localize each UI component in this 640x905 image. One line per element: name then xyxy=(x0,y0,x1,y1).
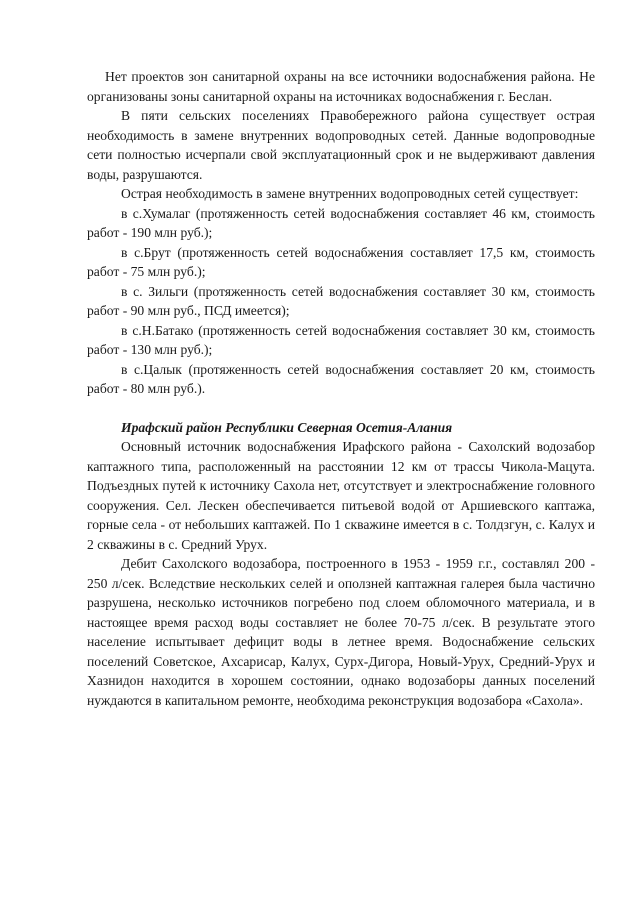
section-heading: Ирафский район Республики Северная Осетия-Алания xyxy=(121,419,453,435)
list-item-tsalyk: в с.Цалык (протяженность сетей водоснабжения составляет 20 км, стоимость работ - 80 млн руб.). xyxy=(87,361,595,396)
paragraph-sanitary-zones: Нет проектов зон санитарной охраны на все источники водоснабжения района. Не организованы зоны санитарной охраны на источниках водоснабжения г. Беслан. xyxy=(87,69,595,104)
paragraph-pravoberezhny-need: В пяти сельских поселениях Правобережного района существует острая необходимость в замене внутренних водопроводных сетей. Данные водопроводные сети полностью исчерпали свой эксплуатационный срок и не выдерживают давления воды, разрушаются. xyxy=(87,108,595,182)
list-item-zilgi: в с. Зильги (протяженность сетей водоснабжения составляет 30 км, стоимость работ - 90 млн руб., ПСД имеется); xyxy=(87,283,595,318)
list-item-khumalag: в с.Хумалаг (протяженность сетей водоснабжения составляет 46 км, стоимость работ - 190 млн руб.); xyxy=(87,205,595,240)
paragraph-debit: Дебит Сахолского водозабора, построенного в 1953 - 1959 г.г., составлял 200 - 250 л/сек. Вследствие нескольких селей и оползней каптажная галерея была частично разрушена, несколько источников погребено под слоем обломочного материала, и в настоящее время расход воды составляет не более 70-75 л/сек. В результате этого население испытывает дефицит воды в летнее время. Водоснабжение сельских поселений Советское, Ахсарисар, Калух, Сурх-Дигора, Новый-Урух, Средний-Урух и Хазнидон находится в хорошем состоянии, однако водозаборы данных поселений нуждаются в капитальном ремонте, необходима реконструкция водозабора «Сахола». xyxy=(87,556,595,708)
document-body xyxy=(87,67,595,710)
list-item-n-batako: в с.Н.Батако (протяженность сетей водоснабжения составляет 30 км, стоимость работ - 130 млн руб.); xyxy=(87,322,595,357)
paragraph-need-intro: Острая необходимость в замене внутренних водопроводных сетей существует: xyxy=(121,186,579,201)
paragraph-main-source: Основный источник водоснабжения Ирафского района - Сахолский водозабор каптажного типа, расположенный на расстоянии 12 км от трассы Чикола-Мацута. Подъездных путей к источнику Сахола нет, отсутствует и электроснабжение головного сооружения. Сел. Лескен обеспечивается питьевой водой от Аршиевского каптажа, горные села - от небольших каптажей. По 1 скважине имеется в с. Толдзгун, с. Калух и 2 скважины в с. Средний Урух. xyxy=(87,439,595,552)
list-item-brut: в с.Брут (протяженность сетей водоснабжения составляет 17,5 км, стоимость работ - 75 млн руб.); xyxy=(87,244,595,279)
